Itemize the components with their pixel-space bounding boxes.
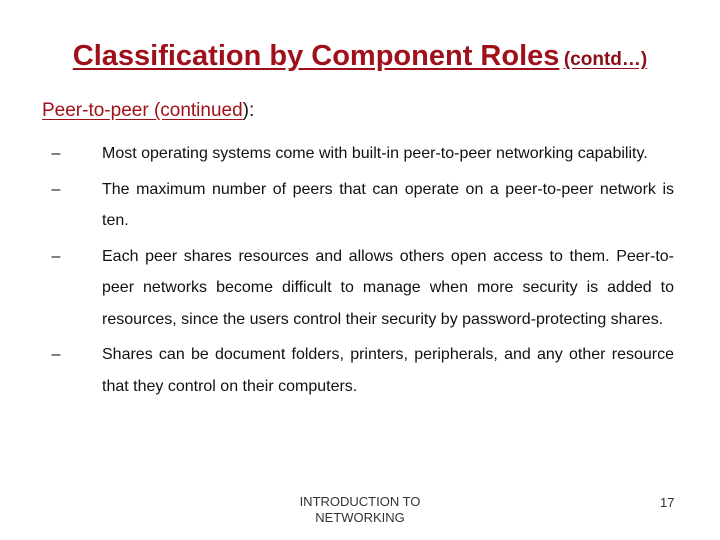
- bullet-text: Most operating systems come with built-in peer-to-peer networking capability.: [102, 145, 648, 162]
- title-main: Classification by Component Roles: [72, 40, 560, 72]
- bullet-text: Each peer shares resources and allows others open access to them. Peer-to-peer networks become difficult to manage when more security is added to resources, since the users control their security by password-protecting shares.: [102, 247, 674, 328]
- bullet-list: [46, 138, 674, 406]
- dash-marker: –: [51, 346, 61, 363]
- bullet-item: [46, 339, 674, 402]
- dash-marker: –: [51, 247, 61, 265]
- dash-marker: –: [51, 145, 61, 162]
- page-number: 17: [660, 495, 675, 510]
- bullet-item: [46, 174, 674, 237]
- footer-line-1: INTRODUCTION TO: [299, 494, 421, 509]
- bullet-text: Shares can be document folders, printers, peripherals, and any other resource that they control on their computers.: [102, 346, 674, 395]
- title-subtitle: (contd…): [563, 49, 648, 70]
- section-subheading: [42, 100, 254, 122]
- slide-title: [0, 40, 720, 73]
- dash-marker: –: [51, 180, 61, 198]
- bullet-item: [46, 241, 674, 336]
- footer-course-title: [270, 494, 450, 526]
- subheading-accent: Peer-to-peer (continued: [42, 100, 243, 121]
- bullet-text: The maximum number of peers that can operate on a peer-to-peer network is ten.: [102, 180, 674, 229]
- footer-line-2: NETWORKING: [315, 510, 405, 525]
- bullet-item: [46, 138, 674, 170]
- subheading-tail: ):: [242, 100, 255, 121]
